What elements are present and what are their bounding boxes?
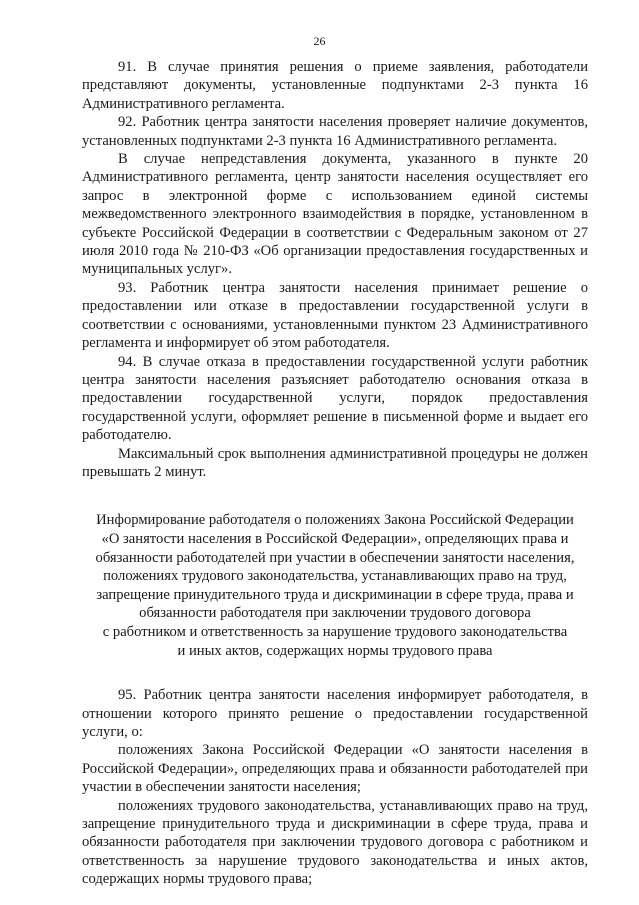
paragraph-94: 94. В случае отказа в предоставлении государственной услуги работник центра занятости населения разъясняет работодателю основания отказа в предоставлении государственной услуги, порядок предоставления государственной услуги, оформляет решение в письменной форме и выдает его работодателю. — [82, 353, 588, 444]
heading-line: запрещение принудительного труда и дискриминации в сфере труда, права и — [96, 586, 574, 603]
section-heading — [82, 511, 588, 660]
heading-line: с работником и ответственность за нарушение трудового законодательства — [102, 623, 568, 640]
page-number: 26 — [313, 34, 326, 48]
paragraph-92: 92. Работник центра занятости населения проверяет наличие документов, установленных подпунктами 2-3 пункта 16 Административного регламента. — [82, 114, 588, 149]
paragraph-92-continued: В случае непредставления документа, указанного в пункте 20 Административного регламента, центр занятости населения осуществляет его запрос в электронной форме с использованием единой системы межведомственного электронного взаимодействия в порядке, установленном в субъекте Российской Федерации в соответствии с Федеральным законом от 27 июля 2010 года № 210-ФЗ «Об организации предоставления государственных и муниципальных услуг». — [82, 151, 588, 278]
heading-line: «О занятости населения в Российской Федерации», определяющих права и — [101, 530, 569, 547]
paragraph-95: 95. Работник центра занятости населения информирует работодателя, в отношении которого принято решение о предоставлении государственной услуги, о: — [82, 687, 588, 740]
paragraph-95-item-employment-law: положениях Закона Российской Федерации «О занятости населения в Российской Федерации», определяющих права и обязанности работодателей при участии в обеспечении занятости населения; — [82, 742, 588, 796]
paragraph-95-item-labour-law: положениях трудового законодательства, устанавливающих право на труд, запрещение принудительного труда и дискриминации в сфере труда, права и обязанности работодателя при заключении трудового договора с работником и ответственность за нарушение трудового законодательства и иных актов, содержащих нормы трудового права; — [82, 797, 588, 888]
paragraph-91: 91. В случае принятия решения о приеме заявления, работодатели представляют документы, установленные подпунктами 2-3 пункта 16 Административного регламента. — [82, 59, 588, 112]
heading-line: положениях трудового законодательства, устанавливающих право на труд, — [103, 568, 567, 585]
heading-line: обязанности работодателя при заключении трудового договора — [139, 605, 531, 622]
paragraph-93: 93. Работник центра занятости населения принимает решение о предоставлении или отказе в предоставлении государственной услуги в соответствии с основаниями, установленными пунктом 23 Административного регламента и информирует об этом работодателя. — [82, 279, 588, 352]
document-body — [82, 58, 588, 889]
heading-line: и иных актов, содержащих нормы трудового права — [177, 642, 493, 659]
heading-line: обязанности работодателей при участии в обеспечении занятости населения, — [95, 549, 575, 566]
paragraph-max-duration: Максимальный срок выполнения административной процедуры не должен превышать 2 минут. — [82, 445, 588, 480]
heading-line: Информирование работодателя о положениях Закона Российской Федерации — [96, 512, 574, 529]
